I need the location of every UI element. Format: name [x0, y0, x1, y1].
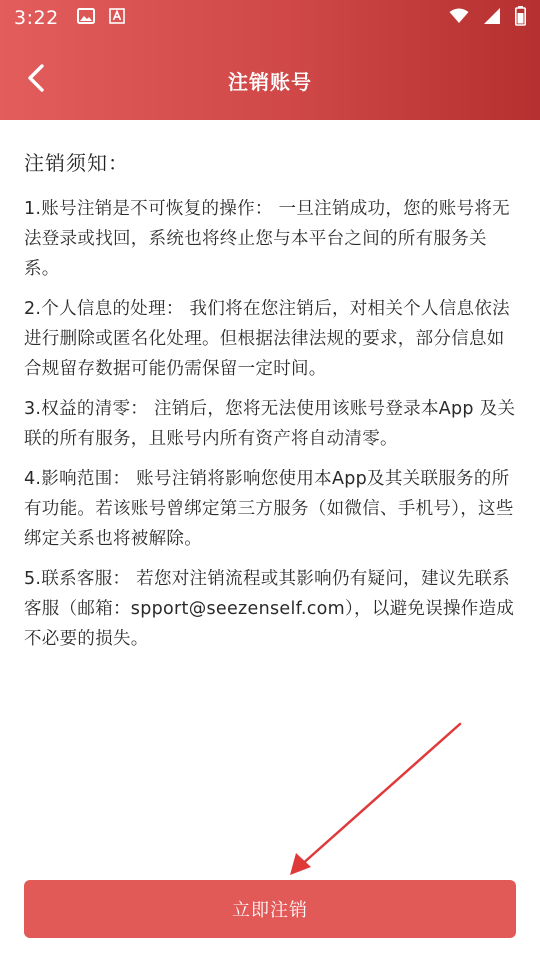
notice-content: [0, 120, 540, 860]
image-icon: [77, 8, 95, 28]
chevron-left-icon: [25, 63, 47, 97]
notice-clause-5: 5.联系客服： 若您对注销流程或其影响仍有疑问，建议先联系客服（邮箱：spport@seezenself.com），以避免误操作造成不必要的损失。: [24, 569, 515, 649]
title-bar: [0, 40, 540, 120]
status-right-icons: [449, 6, 526, 30]
notice-clause-1: 1.账号注销是不可恢复的操作： 一旦注销成功，您的账号将无法登录或找回，系统也将终止您与本平台之间的所有服务关系。: [24, 199, 510, 279]
back-button[interactable]: [16, 60, 56, 100]
status-time: 3:22: [14, 7, 59, 29]
notice-clause-2: 2.个人信息的处理： 我们将在您注销后，对相关个人信息依法进行删除或匿名化处理。但根据法律法规的要求，部分信息如合规留存数据可能仍需保留一定时间。: [24, 299, 510, 379]
notice-clause-4: 4.影响范围： 账号注销将影响您使用本App及其关联服务的所有功能。若该账号曾绑定第三方服务（如微信、手机号），这些绑定关系也将被解除。: [24, 469, 514, 549]
wifi-icon: [449, 8, 469, 28]
confirm-deregister-button[interactable]: 立即注销: [24, 880, 516, 938]
status-bar: [0, 0, 540, 36]
notice-heading: 注销须知：: [24, 151, 129, 175]
battery-icon: [515, 6, 526, 30]
header-bar: [0, 0, 540, 120]
font-a-icon: [109, 8, 125, 28]
bottom-action-area: [0, 860, 540, 960]
notice-clause-3: 3.权益的清零： 注销后，您将无法使用该账号登录本App 及关联的所有服务，且账号内所有资产将自动清零。: [24, 399, 516, 449]
status-left-icons: [77, 8, 125, 28]
page-title: 注销账号: [228, 69, 312, 94]
signal-icon: [483, 7, 501, 29]
